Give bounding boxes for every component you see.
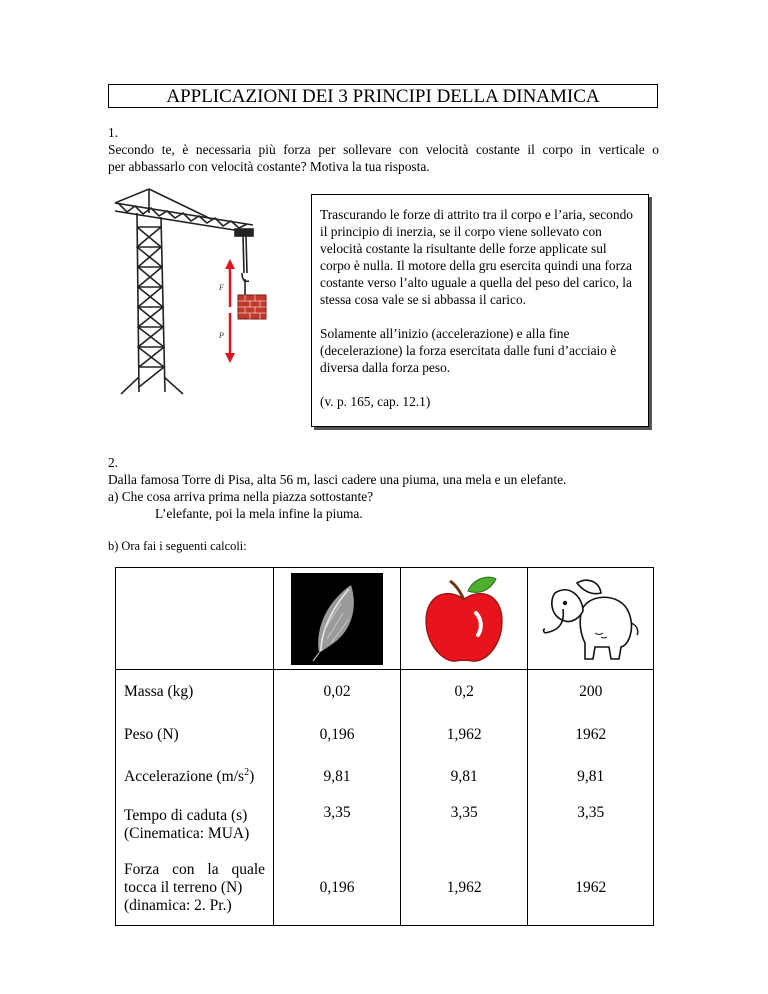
table-row: [116, 714, 654, 756]
forza-label-line-2: tocca il terreno (N): [124, 879, 243, 896]
cell-massa-apple: 0,2: [401, 670, 528, 715]
tempo-label-line-1: Tempo di caduta (s): [124, 806, 248, 824]
cell-tempo-elephant: 3,35: [528, 798, 654, 851]
question-2-part-a: a) Che cosa arriva prima nella piazza sottostante?: [108, 489, 374, 504]
answer-paragraph-1: Trascurando le forze di attrito tra il corpo e l’aria, secondo il principio di inerzia, se il corpo viene sollevato con velocità costante la risultante delle forze applicate sul corpo è nulla. Il motore della gru esercita quindi una forza costante verso l’alto uguale a quella del peso del carico, la stessa cosa vale se si abbassa il carico.: [320, 207, 633, 307]
cell-accelerazione-feather: 9,81: [274, 756, 401, 798]
cell-forza-apple: 1,962: [401, 851, 528, 926]
cell-peso-feather: 0,196: [274, 714, 401, 756]
accelerazione-label: Accelerazione (m/s: [124, 768, 245, 786]
question-2-part-b: b) Ora fai i seguenti calcoli:: [108, 539, 247, 553]
table-row: [116, 798, 654, 851]
question-2-text: Dalla famosa Torre di Pisa, alta 56 m, lasci cadere una piuma, una mela e un elefante.: [108, 472, 567, 487]
elephant-image: [541, 573, 641, 665]
row-label-accelerazione: [116, 756, 274, 798]
crane-illustration: [113, 187, 313, 397]
cell-accelerazione-apple: 9,81: [401, 756, 528, 798]
apple-cell: [401, 568, 528, 670]
tempo-label-line-2: (Cinematica: MUA): [124, 824, 250, 842]
cell-tempo-feather: 3,35: [274, 798, 401, 851]
cell-tempo-apple: 3,35: [401, 798, 528, 851]
row-label-forza: [116, 851, 274, 926]
question-1-text: [108, 141, 659, 175]
row-label-massa: Massa (kg): [116, 670, 274, 715]
accelerazione-exponent: 2: [244, 767, 250, 779]
table-header-row: [116, 568, 654, 670]
page-title: APPLICAZIONI DEI 3 PRINCIPI DELLA DINAMICA: [108, 84, 658, 108]
table-row: [116, 851, 654, 926]
cell-peso-elephant: 1962: [528, 714, 654, 756]
answer-reference: (v. p. 165, cap. 12.1): [320, 394, 431, 409]
question-2-number: 2.: [108, 455, 119, 470]
cell-forza-feather: 0,196: [274, 851, 401, 926]
feather-image: [291, 573, 383, 665]
header-empty-cell: [116, 568, 274, 670]
forza-label-line-1: Forza con la quale: [124, 861, 266, 878]
row-label-peso: Peso (N): [116, 714, 274, 756]
accelerazione-label-end: ): [249, 768, 255, 786]
elephant-cell: [528, 568, 654, 670]
forza-label-line-3: (dinamica: 2. Pr.): [124, 897, 232, 914]
table-row: [116, 670, 654, 715]
cell-massa-feather: 0,02: [274, 670, 401, 715]
brick-load: [238, 295, 266, 319]
table-row: [116, 756, 654, 798]
force-label-p: P: [219, 331, 224, 340]
question-1-line-2: per abbassarlo con velocità costante? Motiva la tua risposta.: [108, 159, 430, 174]
cell-massa-elephant: 200: [528, 670, 654, 715]
row-label-tempo: [116, 798, 274, 851]
answer-paragraph-2: Solamente all’inizio (accelerazione) e alla fine (decelerazione) la forza esercitata dalle funi d’acciaio è diversa dalla forza peso.: [320, 326, 617, 375]
feather-cell: [274, 568, 401, 670]
calculation-table: [115, 567, 654, 926]
question-1-line-1: Secondo te, è necessaria più forza per sollevare con velocità costante il corpo in verticale o: [108, 142, 659, 157]
answer-box: [311, 194, 649, 427]
cell-forza-elephant: 1962: [528, 851, 654, 926]
force-label-f: F: [219, 283, 224, 292]
cell-accelerazione-elephant: 9,81: [528, 756, 654, 798]
apple-image: [416, 573, 512, 665]
question-2-answer-a: L’elefante, poi la mela infine la piuma.: [155, 506, 363, 521]
cell-peso-apple: 1,962: [401, 714, 528, 756]
question-1-number: 1.: [108, 125, 119, 140]
